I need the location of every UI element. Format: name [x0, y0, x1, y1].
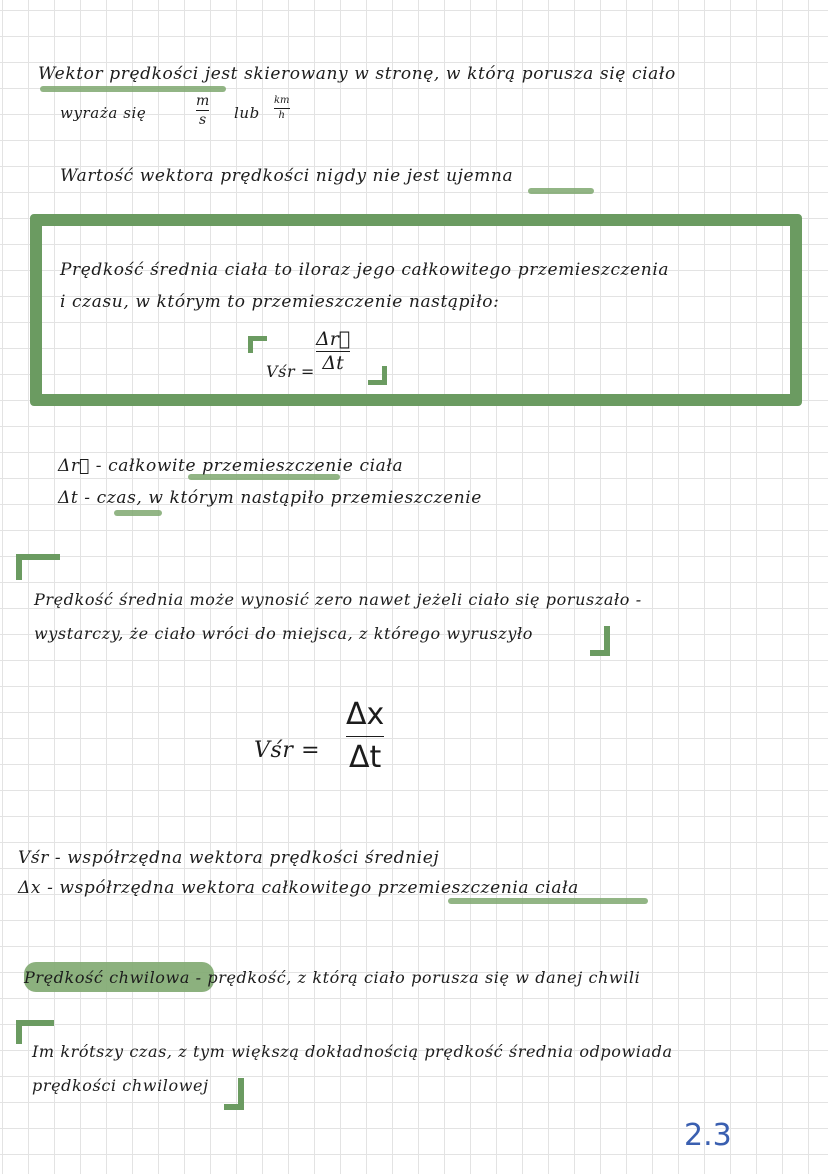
formula-1-numerator: Δr⃗ [316, 328, 351, 350]
formula-1-denominator: Δt [322, 352, 344, 374]
paragraph-2-line-2: wystarczy, że ciało wróci do miejsca, z którego wyruszyło [34, 624, 533, 643]
unit-m-per-s [196, 94, 209, 127]
highlight-przemieszczenia-ciala [448, 898, 648, 904]
unit-m: m [196, 93, 210, 109]
paragraph-4-line-2: prędkości chwilowej [32, 1076, 209, 1095]
unit-h: h [278, 110, 285, 121]
box-line-2: i czasu, w którym to przemieszczenie nastąpiło: [60, 292, 500, 312]
highlight-czas [114, 510, 162, 516]
formula-2-denominator: Δt [348, 740, 382, 775]
highlight-ujemna [528, 188, 594, 194]
definition-delta-x: Δx - współrzędna wektora całkowitego przemieszczenia ciała [18, 878, 579, 898]
bracket-mark [248, 336, 267, 353]
bracket-mark [368, 366, 387, 385]
definition-delta-r: Δr⃗ - całkowite przemieszczenie ciała [58, 456, 404, 476]
paragraph-4-line-1: Im krótszy czas, z tym większą dokładnością prędkość średnia odpowiada [32, 1042, 673, 1061]
note-line-units-label: wyraża się [60, 104, 147, 122]
bracket-mark [16, 554, 60, 580]
bracket-mark [590, 626, 610, 656]
bracket-mark [224, 1078, 244, 1110]
formula-1-lhs: Vśr = [266, 362, 315, 381]
note-line-lub: lub [234, 104, 260, 122]
box-line-1: Prędkość średnia ciała to iloraz jego całkowitego przemieszczenia [60, 260, 670, 280]
unit-km: km [274, 95, 290, 106]
definition-delta-t: Δt - czas, w którym nastąpiło przemieszczenie [58, 488, 482, 508]
unit-km-per-h [274, 96, 290, 121]
note-line-wektor: Wektor prędkości jest skierowany w stronę, w którą porusza się ciało [38, 64, 676, 84]
formula-2-lhs: Vśr = [254, 738, 321, 763]
formula-1-fraction [316, 330, 350, 373]
paragraph-chwilowa: Prędkość chwilowa - prędkość, z którą ciało porusza się w danej chwili [24, 968, 641, 987]
page-number: 2.3 [684, 1118, 732, 1153]
paragraph-2-line-1: Prędkość średnia może wynosić zero nawet jeżeli ciało się poruszało - [34, 590, 642, 609]
highlight-wektor-predkosci [40, 86, 226, 92]
unit-s: s [199, 112, 207, 128]
formula-2-numerator: Δx [346, 697, 385, 732]
note-line-wartosc: Wartość wektora prędkości nigdy nie jest ujemna [60, 166, 514, 186]
bracket-mark [16, 1020, 54, 1044]
formula-2-fraction [346, 697, 385, 775]
definition-vsr: Vśr - współrzędna wektora prędkości średniej [18, 848, 440, 868]
